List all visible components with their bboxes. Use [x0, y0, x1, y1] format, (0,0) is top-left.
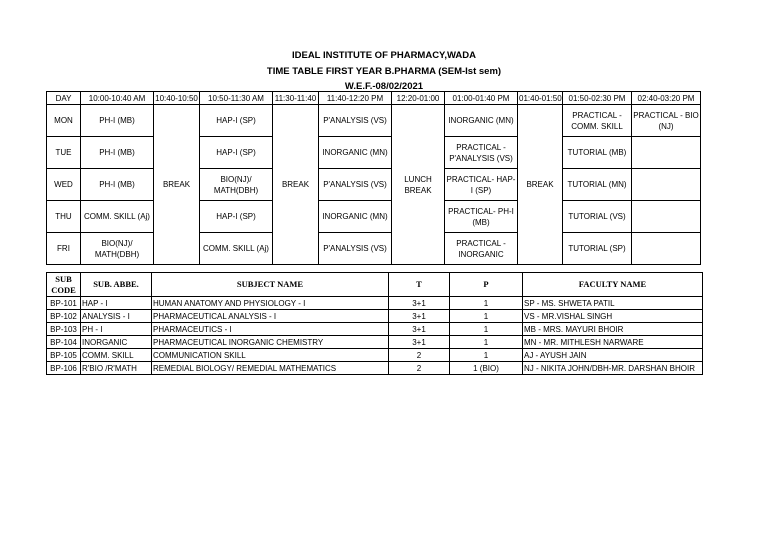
sub-code: BP-102	[47, 310, 81, 323]
header-sub-abbr: SUB. ABBE.	[81, 273, 152, 297]
header-subject-name: SUBJECT NAME	[152, 273, 389, 297]
sub-code: BP-101	[47, 297, 81, 310]
subject-name: PHARMACEUTICAL INORGANIC CHEMISTRY	[152, 336, 389, 349]
sub-abbr: R'BIO /R'MATH	[81, 362, 152, 375]
faculty-name: NJ - NIKITA JOHN/DBH-MR. DARSHAN BHOIR	[523, 362, 703, 375]
slot-cell: P'ANALYSIS (VS)	[319, 169, 392, 201]
slot-cell: INORGANIC (MN)	[319, 137, 392, 169]
header-slot-3: 11:40-12:20 PM	[319, 92, 392, 105]
slot-cell: HAP-I (SP)	[200, 137, 273, 169]
slot-cell	[632, 137, 701, 169]
slot-cell: P'ANALYSIS (VS)	[319, 105, 392, 137]
slot-cell: COMM. SKILL (Aj)	[81, 201, 154, 233]
faculty-name: AJ - AYUSH JAIN	[523, 349, 703, 362]
sub-code: BP-106	[47, 362, 81, 375]
sub-abbr: ANALYSIS - I	[81, 310, 152, 323]
timetable-grid	[46, 91, 701, 265]
slot-cell	[632, 169, 701, 201]
practical-hours: 1	[450, 323, 523, 336]
theory-hours: 2	[389, 349, 450, 362]
practical-hours: 1	[450, 349, 523, 362]
sub-abbr: INORGANIC	[81, 336, 152, 349]
slot-cell	[632, 233, 701, 265]
subject-table	[46, 272, 703, 375]
subject-row	[47, 323, 703, 336]
header-slot-1: 10:00-10:40 AM	[81, 92, 154, 105]
theory-hours: 3+1	[389, 323, 450, 336]
theory-hours: 3+1	[389, 297, 450, 310]
timetable-header-row	[47, 92, 701, 105]
sub-code: BP-104	[47, 336, 81, 349]
slot-cell: TUTORIAL (VS)	[563, 201, 632, 233]
subject-name: COMMUNICATION SKILL	[152, 349, 389, 362]
lunch-break-cell: LUNCH BREAK	[392, 105, 445, 265]
institute-title: IDEAL INSTITUTE OF PHARMACY,WADA	[291, 50, 477, 61]
day-cell: FRI	[47, 233, 81, 265]
header-sub-code: SUB CODE	[47, 273, 81, 297]
subject-row	[47, 349, 703, 362]
slot-cell: PH-I (MB)	[81, 169, 154, 201]
practical-hours: 1	[450, 336, 523, 349]
header-lunch: 12:20-01:00	[392, 92, 445, 105]
theory-hours: 3+1	[389, 310, 450, 323]
break-cell-3: BREAK	[518, 105, 563, 265]
slot-cell: TUTORIAL (MN)	[563, 169, 632, 201]
slot-cell	[632, 201, 701, 233]
theory-hours: 3+1	[389, 336, 450, 349]
subject-header-row	[47, 273, 703, 297]
theory-hours: 2	[389, 362, 450, 375]
slot-cell: BIO(NJ)/ MATH(DBH)	[200, 169, 273, 201]
header-slot-6: 02:40-03:20 PM	[632, 92, 701, 105]
header-slot-4: 01:00-01:40 PM	[445, 92, 518, 105]
header-break-2: 11:30-11:40	[273, 92, 319, 105]
sub-abbr: HAP - I	[81, 297, 152, 310]
sub-code: BP-103	[47, 323, 81, 336]
header-slot-2: 10:50-11:30 AM	[200, 92, 273, 105]
subject-name: REMEDIAL BIOLOGY/ REMEDIAL MATHEMATICS	[152, 362, 389, 375]
day-cell: THU	[47, 201, 81, 233]
wef-date: W.E.F.-08/02/2021	[344, 81, 424, 92]
slot-cell: PH-I (MB)	[81, 105, 154, 137]
faculty-name: MN - MR. MITHLESH NARWARE	[523, 336, 703, 349]
subject-row	[47, 297, 703, 310]
subject-name: PHARMACEUTICS - I	[152, 323, 389, 336]
timetable-row-tue	[47, 137, 701, 169]
break-cell-2: BREAK	[273, 105, 319, 265]
faculty-name: SP - MS. SHWETA PATIL	[523, 297, 703, 310]
header-slot-5: 01:50-02:30 PM	[563, 92, 632, 105]
day-cell: WED	[47, 169, 81, 201]
timetable-row-wed	[47, 169, 701, 201]
slot-cell: TUTORIAL (SP)	[563, 233, 632, 265]
header-faculty: FACULTY NAME	[523, 273, 703, 297]
break-cell-1: BREAK	[154, 105, 200, 265]
slot-cell: PRACTICAL - COMM. SKILL	[563, 105, 632, 137]
slot-cell: PRACTICAL - INORGANIC	[445, 233, 518, 265]
slot-cell: BIO(NJ)/ MATH(DBH)	[81, 233, 154, 265]
timetable-row-fri	[47, 233, 701, 265]
sub-code: BP-105	[47, 349, 81, 362]
sub-abbr: PH - I	[81, 323, 152, 336]
practical-hours: 1 (BIO)	[450, 362, 523, 375]
practical-hours: 1	[450, 310, 523, 323]
header-break-1: 10:40-10:50	[155, 93, 198, 103]
timetable-title: TIME TABLE FIRST YEAR B.PHARMA (SEM-Ist sem)	[266, 66, 502, 77]
slot-cell: PRACTICAL - BIO (NJ)	[632, 105, 701, 137]
slot-cell: PRACTICAL - P'ANALYSIS (VS)	[445, 137, 518, 169]
subject-row	[47, 336, 703, 349]
slot-cell: P'ANALYSIS (VS)	[319, 233, 392, 265]
slot-cell: INORGANIC (MN)	[445, 105, 518, 137]
slot-cell: HAP-I (SP)	[200, 105, 273, 137]
header-day: DAY	[47, 92, 81, 105]
sub-abbr: COMM. SKILL	[81, 349, 152, 362]
slot-cell: PRACTICAL- HAP-I (SP)	[445, 169, 518, 201]
practical-hours: 1	[450, 297, 523, 310]
header-theory: T	[389, 273, 450, 297]
subject-row	[47, 362, 703, 375]
timetable-row-mon	[47, 105, 701, 137]
header-break-3: 01:40-01:50	[519, 93, 562, 103]
timetable-row-thu	[47, 201, 701, 233]
subject-name: HUMAN ANATOMY AND PHYSIOLOGY - I	[152, 297, 389, 310]
slot-cell: HAP-I (SP)	[200, 201, 273, 233]
day-cell: TUE	[47, 137, 81, 169]
subject-row	[47, 310, 703, 323]
slot-cell: INORGANIC (MN)	[319, 201, 392, 233]
slot-cell: COMM. SKILL (Aj)	[200, 233, 273, 265]
day-cell: MON	[47, 105, 81, 137]
subject-name: PHARMACEUTICAL ANALYSIS - I	[152, 310, 389, 323]
header-practical: P	[450, 273, 523, 297]
slot-cell: PRACTICAL- PH-I (MB)	[445, 201, 518, 233]
slot-cell: TUTORIAL (MB)	[563, 137, 632, 169]
faculty-name: VS - MR.VISHAL SINGH	[523, 310, 703, 323]
slot-cell: PH-I (MB)	[81, 137, 154, 169]
faculty-name: MB - MRS. MAYURI BHOIR	[523, 323, 703, 336]
